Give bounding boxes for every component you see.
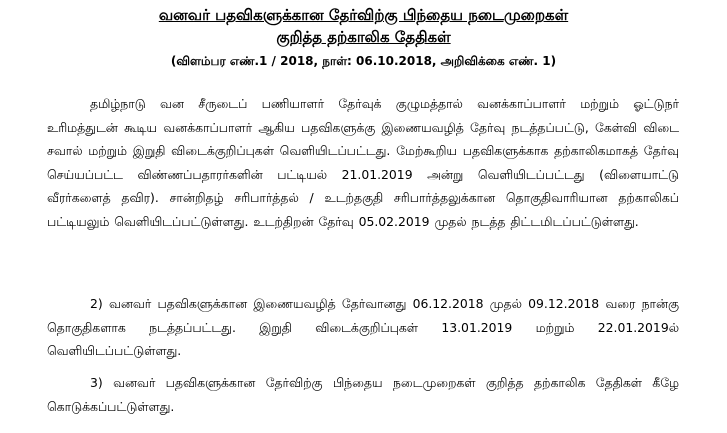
- document-title-line-2: குறித்த தற்காலிக தேதிகள்: [276, 28, 451, 46]
- document-title-line-1: வனவர் பதவிகளுக்கான தேர்விற்கு பிந்தைய நடைமுறைகள்: [158, 6, 569, 24]
- notification-reference: (விளம்பர எண்.1 / 2018, நாள்: 06.10.2018, அறிவிக்கை எண். 1): [170, 54, 557, 68]
- paragraph-3: 3) வனவர் பதவிகளுக்கான தேர்விற்கு பிந்தைய நடைமுறைகள் குறித்த தற்காலிக தேதிகள் கீழே கொடுக்கப்பட்டுள்ளது.: [47, 375, 679, 414]
- paragraph-1: தமிழ்நாடு வன சீருடைப் பணியாளர் தேர்வுக் குழுமத்தால் வனக்காப்பாளர் மற்றும் ஓட்டுநர் உரிமத்துடன் கூடிய வனக்காப்பாளர் ஆகிய பதவிகளுக்கு இணையவழித் தேர்வு நடத்தப்பட்டு, கேள்வி விடை சவால் மற்றும் இறுதி விடைக்குறிப்புகள் வெளியிடப்பட்டது. மேற்கூறிய பதவிகளுக்காக தற்காலிகமாகத் தேர்வு செய்யப்பட்ட விண்ணப்பதாரர்களின் பட்டியல் 21.01.2019 அன்று வெளியிடப்பட்டது (விளையாட்டு வீரர்களைத் தவிர). சான்றிதழ் சரிபார்த்தல் / உடற்தகுதி சரிபார்த்தலுக்கான தொகுதிவாரியான தற்காலிகப் பட்டியலும் வெளியிடப்பட்டுள்ளது. உடற்திறன் தேர்வு 05.02.2019 முதல் நடத்த திட்டமிடப்பட்டுள்ளது.: [47, 96, 679, 229]
- paragraph-2: 2) வனவர் பதவிகளுக்கான இணையவழித் தேர்வானது 06.12.2018 முதல் 09.12.2018 வரை நான்கு தொகுதிகளாக நடத்தப்பட்டது. இறுதி விடைக்குறிப்புகள் 13.01.2019 மற்றும் 22.01.2019ல் வெளியிடப்பட்டுள்ளது.: [47, 296, 679, 358]
